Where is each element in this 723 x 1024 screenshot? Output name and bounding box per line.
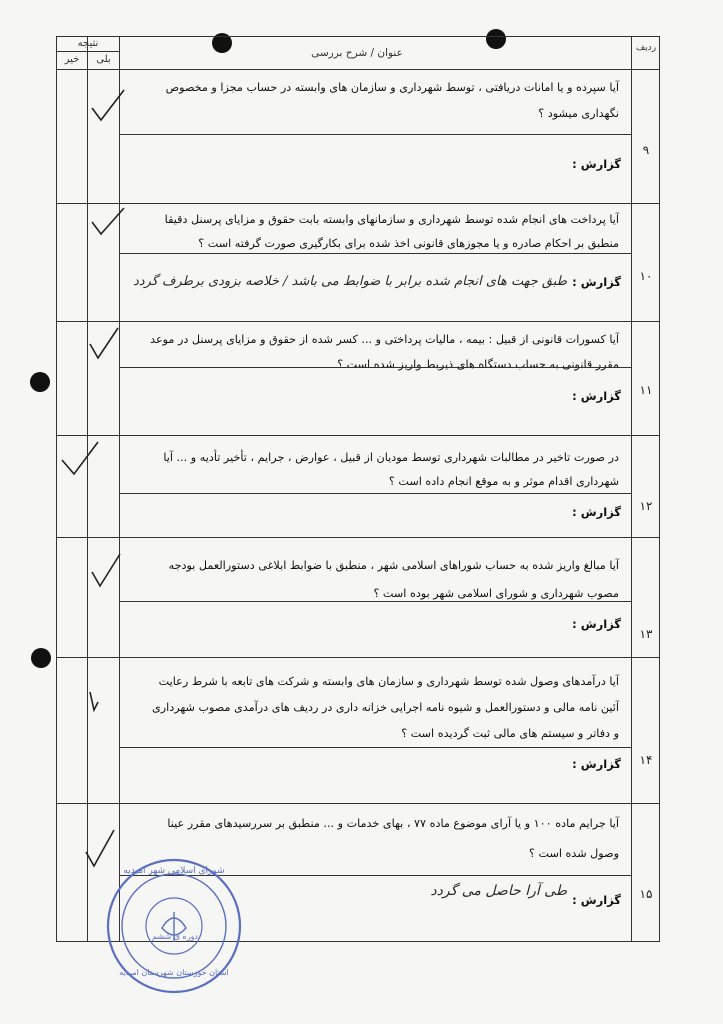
- checklist-table: [56, 36, 660, 942]
- report-label-13: گزارش :: [572, 617, 621, 631]
- question-9-line2: نگهداری میشود ؟: [538, 107, 619, 120]
- row-number-15: ۱۵: [639, 887, 653, 901]
- question-11-line1: آیا کسورات قانونی از قبیل : بیمه ، مالیات پرداختی و ... کسر شده از حقوق و مزایای پرسنل در موعد: [150, 333, 619, 346]
- row-number-10: ۱۰: [639, 269, 653, 283]
- question-14-line3: و دفاتر و سیستم های مالی ثبت گردیده است ؟: [401, 727, 619, 740]
- question-10-line1: آیا پرداخت های انجام شده توسط شهرداری و سازمانهای وابسته بابت حقوق و مزایای پرسنل دقیقا: [164, 213, 619, 226]
- row-header: ردیف: [635, 43, 657, 53]
- checkmark-icon: [86, 324, 122, 362]
- no-header: خیر: [64, 54, 80, 65]
- stamp-text-mid: دوره ی ششم: [152, 932, 198, 941]
- checkmark-icon: [86, 680, 110, 716]
- row-number-13: ۱۳: [639, 627, 653, 641]
- report-label-9: گزارش :: [572, 157, 621, 171]
- question-12-line2: شهرداری اقدام موثر و به موقع انجام داده است ؟: [388, 475, 619, 488]
- title-header: عنوان / شرح بررسی: [311, 47, 403, 59]
- row-number-14: ۱۴: [639, 753, 653, 767]
- row-number-12: ۱۲: [639, 499, 653, 513]
- question-10-line2: منطبق بر احکام صادره و یا مجوزهای قانونی اخذ شده برای بکارگیری صورت گرفته است ؟: [198, 237, 619, 250]
- question-15-line2: وصول شده است ؟: [529, 847, 619, 860]
- question-12-line1: در صورت تاخیر در مطالبات شهرداری توسط مودیان از قبیل ، عوارض ، جرایم ، تأخیر تأدیه و ... آیا: [163, 451, 619, 464]
- stamp-text-bottom: استان خوزستان شهرستان امیدیه: [119, 968, 229, 977]
- checkmark-icon: [88, 550, 124, 590]
- checkmark-icon: [88, 86, 128, 126]
- question-13-line1: آیا مبالغ واریز شده به حساب شوراهای اسلامی شهر ، منطبق با ضوابط ابلاغی دستورالعمل بودجه: [168, 559, 619, 572]
- checkmark-icon: [88, 206, 128, 240]
- handwritten-note-10: طبق جهت های انجام شده برابر با ضوابط می باشد / خلاصه بزودی برطرف گردد: [132, 274, 567, 289]
- handwritten-note-15: طی آرا حاصل می گردد: [430, 883, 567, 899]
- question-14-line1: آیا درآمدهای وصول شده توسط شهرداری و سازمان های وابسته و شرکت های تابعه با شرط رعایت: [158, 675, 619, 688]
- row-number-11: ۱۱: [639, 383, 653, 397]
- checkmark-icon: [58, 438, 102, 478]
- report-label-11: گزارش :: [572, 389, 621, 403]
- yes-header: بلی: [96, 54, 111, 65]
- report-label-12: گزارش :: [572, 505, 621, 519]
- question-14-line2: آئین نامه مالی و دستورالعمل و شیوه نامه اجرایی خزانه داری در ردیف های درآمدی مصوب شهرداری: [151, 701, 619, 714]
- report-label-14: گزارش :: [572, 757, 621, 771]
- result-header: نتیجه: [77, 38, 99, 49]
- row-number-9: ۹: [642, 143, 650, 157]
- question-9-line1: آیا سپرده و یا امانات دریافتی ، توسط شهرداری و سازمان های وابسته در حساب مجزا و مخصوص: [165, 81, 619, 94]
- question-11-line2: مقرر قانونی به حساب دستگاه های ذیربط واریز شده است ؟: [337, 358, 619, 371]
- stamp-text-top: شورای اسلامی شهر امیدیه: [123, 866, 225, 876]
- report-label-10: گزارش :: [572, 275, 621, 289]
- report-label-15: گزارش :: [572, 893, 621, 907]
- question-15-line1: آیا جرایم ماده ۱۰۰ و یا آرای موضوع ماده ۷۷ ، بهای خدمات و ... منطبق بر سررسیدهای مقرر عینا: [167, 817, 619, 830]
- question-13-line2: مصوب شهرداری و شورای اسلامی شهر بوده است ؟: [373, 587, 619, 600]
- punch-hole: [31, 648, 51, 668]
- punch-hole: [30, 372, 50, 392]
